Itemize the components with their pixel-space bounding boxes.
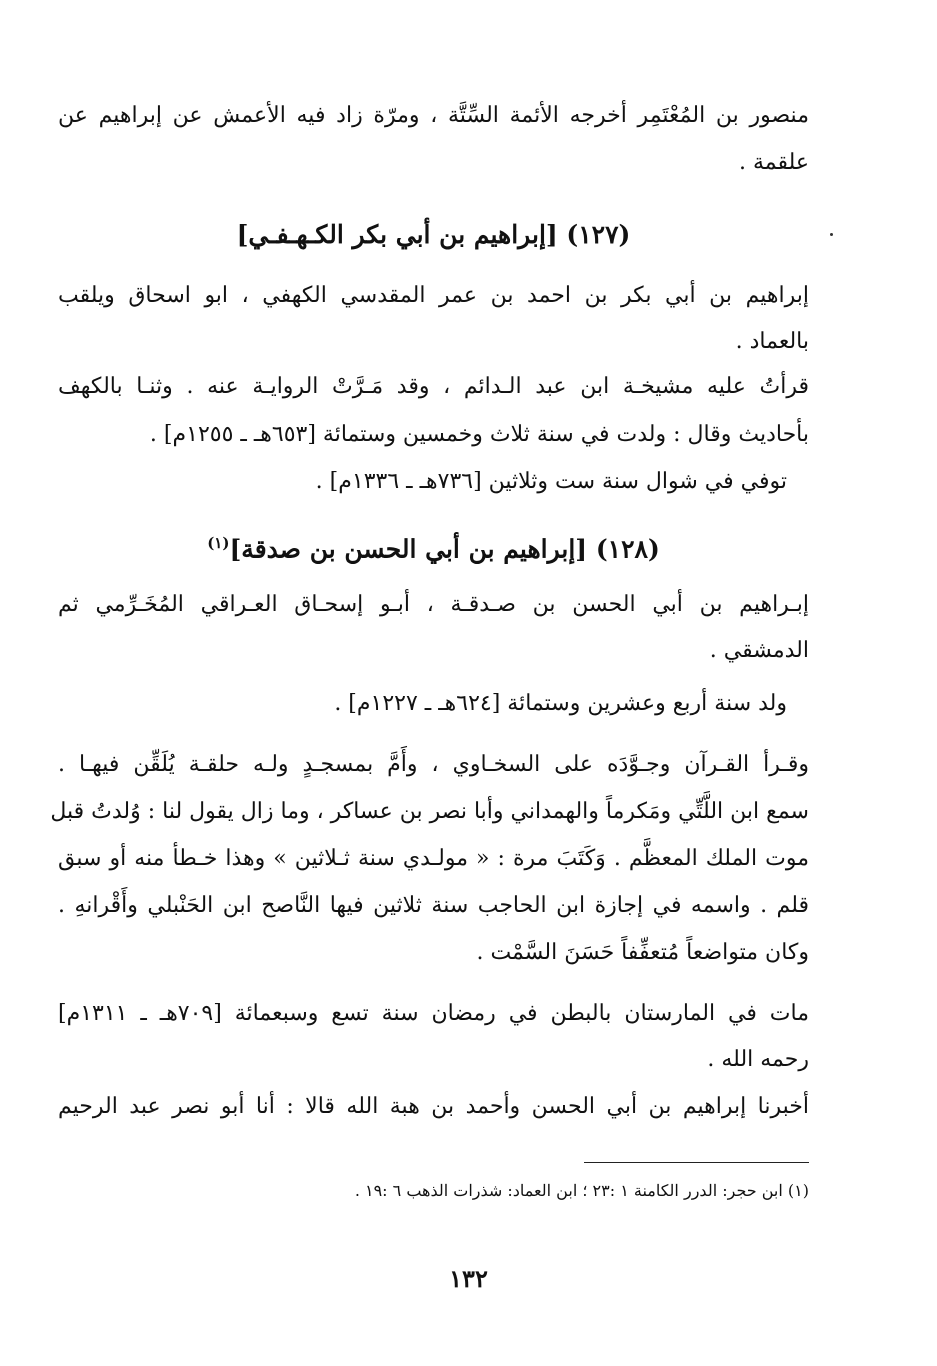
entry-heading-128 [58, 523, 809, 569]
text-line: قرأتُ عليه مشيخـة ابن عبد الـدائم ، وقد مَـرَّتْ الروايـة عنه . وثنـا بالكهف [58, 374, 809, 399]
page-number: ١٣٢ [449, 1264, 488, 1293]
text-line: وقـرأ القـرآن وجـوَّدَه على السخـاوي ، وأَمَّ بمسجـدٍ ولـه حلقـة يُلَقِّن فيهـا . [58, 752, 809, 777]
text-line: وكان متواضعاً مُتعفِّفاً حَسَنَ السَّمْت . [476, 940, 809, 965]
text-line: أخبرنا إبراهيم بن أبي الحسن وأحمد بن هبة الله قالا : أنا أبو نصر عبد الرحيم [58, 1094, 809, 1119]
entry-heading-127: (١٢٧) [إبراهيم بن أبي بكر الكـهـفـي] [236, 220, 631, 249]
text-line: توفي في شوال سنة ست وثلاثين [٧٣٦هـ ـ ١٣٣٦م] . [315, 469, 787, 494]
text-line: سمع ابن اللَّتِّي ومَكرماً والهمداني وأبا نصر بن عساكر ، وما زال يقول لنا : وُلدتُ قبل [50, 799, 809, 824]
text-line: رحمه الله . [707, 1047, 809, 1072]
footnote-divider [584, 1162, 809, 1163]
text-line: ولد سنة أربع وعشرين وستمائة [٦٢٤هـ ـ ١٢٢٧م] . [334, 691, 787, 716]
text-line: بالعماد . [735, 329, 809, 354]
stray-mark [830, 233, 833, 236]
text-line: إبراهيم بن أبي بكر بن احمد بن عمر المقدسي الكهفي ، ابو اسحاق ويلقب [58, 283, 809, 308]
text-line: علقمة . [738, 150, 809, 175]
text-line: قلم . واسمه في إجازة ابن الحاجب سنة ثلاثين فيها النَّاصح ابن الحَنْبلي وأَقْرانهِ . [58, 893, 809, 918]
text-line: منصور بن المُعْتَمِر أخرجه الأئمة السِّتَّة ، ومرّة زاد فيه الأعمش عن إبراهيم عن [58, 103, 809, 128]
footnote: (١) ابن حجر: الدرر الكامنة ١ :٢٣ ؛ ابن العماد: شذرات الذهب ٦ :١٩ . [354, 1181, 809, 1200]
text-line: موت الملك المعظَّم . وَكَتَبَ مرة : « مولـدي سنة ثـلاثين » وهذا خـطأ منه أو سبق [58, 846, 809, 871]
footnote-mark: (١) [207, 534, 230, 552]
text-line: إبـراهيم بن أبي الحسن بن صـدقـة ، أبـو إسحـاق العـراقي المُخَـرِّمي ثم [58, 592, 809, 617]
heading-text: (١٢٨) [إبراهيم بن أبي الحسن بن صدقة] [229, 534, 660, 564]
text-line: مات في المارستان بالبطن في رمضان سنة تسع وسبعمائة [٧٠٩هـ ـ ١٣١١م] [58, 1001, 809, 1026]
text-line: الدمشقي . [709, 638, 809, 663]
text-line: بأحاديث وقال : ولدت في سنة ثلاث وخمسين وستمائة [٦٥٣هـ ـ ١٢٥٥م] . [149, 422, 809, 447]
